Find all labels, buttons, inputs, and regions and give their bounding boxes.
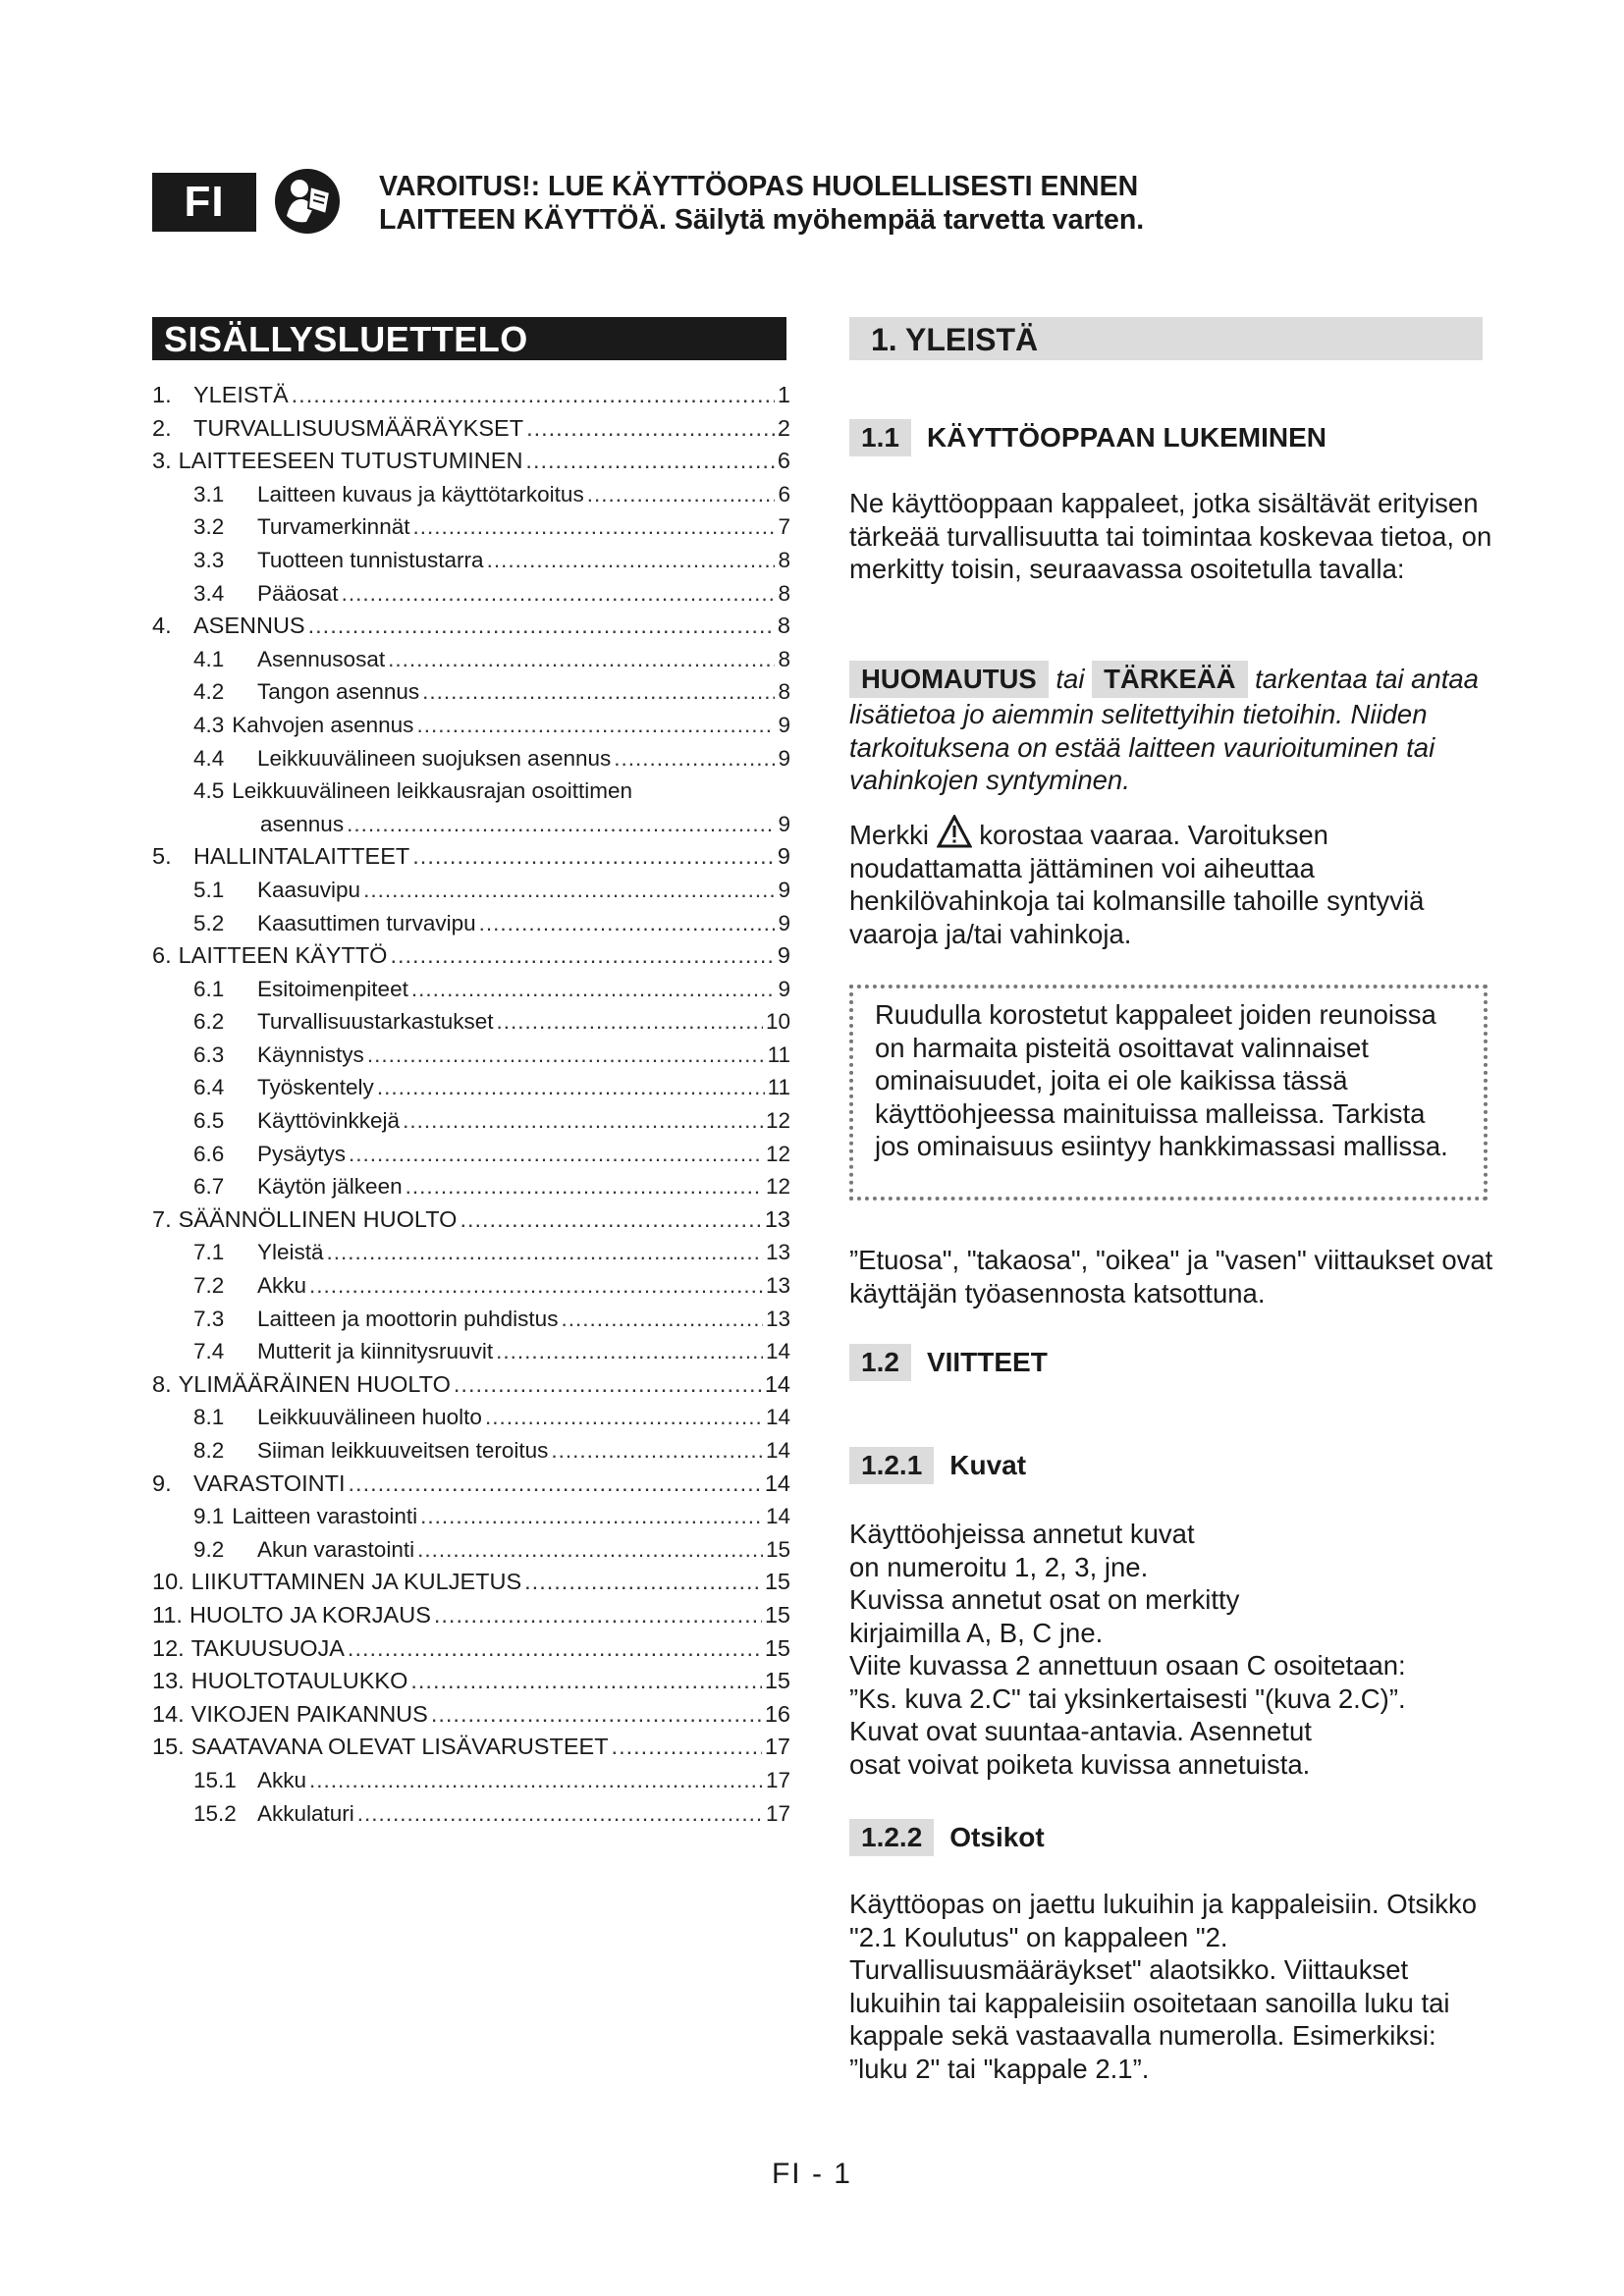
toc-entry-page: 12 <box>765 1174 790 1200</box>
toc-entry-label: LIIKUTTAMINEN JA KULJETUS <box>190 1569 522 1595</box>
toc-entry-label: Mutterit ja kiinnitysruuvit <box>257 1339 494 1364</box>
toc-leader-dots <box>525 445 775 478</box>
toc-entry-number: 4. <box>152 613 172 639</box>
toc-entry <box>152 478 790 511</box>
toc-entry <box>152 510 790 544</box>
toc-entry-label: TURVALLISUUSMÄÄRÄYKSET <box>193 414 524 441</box>
toc-entry-number: 6.6 <box>193 1141 225 1166</box>
toc-entry <box>152 544 790 577</box>
toc-leader-dots <box>292 379 775 412</box>
toc-entry-number: 6.3 <box>193 1041 225 1067</box>
toc-entry-page: 15 <box>764 1634 790 1661</box>
toc-entry-page: 15 <box>764 1601 790 1628</box>
toc-entry <box>152 1731 790 1764</box>
subsection-number: 1.2.2 <box>849 1819 934 1856</box>
toc-entry-page: 14 <box>765 1339 790 1364</box>
toc-entry-number: 3.4 <box>193 580 225 606</box>
toc-entry-page: 16 <box>764 1700 790 1727</box>
toc-entry-page: 17 <box>764 1734 790 1760</box>
toc-leader-dots <box>417 1533 763 1567</box>
toc-leader-dots <box>612 1731 762 1764</box>
toc-leader-dots <box>420 1500 763 1533</box>
toc-leader-dots <box>479 907 776 940</box>
toc-entry-number: 15.2 <box>193 1800 237 1826</box>
toc-entry <box>152 675 790 709</box>
toc-entry <box>152 1566 790 1599</box>
toc-leader-dots <box>410 1665 762 1698</box>
subsection-number: 1.1 <box>849 419 911 456</box>
toc-entry-page: 6 <box>777 448 790 474</box>
toc-leader-dots <box>309 1764 763 1797</box>
toc-entry <box>152 1203 790 1237</box>
toc-entry-page: 14 <box>765 1405 790 1430</box>
toc-leader-dots <box>422 675 775 709</box>
toc-entry-number: 4.4 <box>193 745 225 771</box>
toc-leader-dots <box>526 412 775 446</box>
toc-entry-label: LAITTEEN KÄYTTÖ <box>178 942 388 969</box>
toc-entry <box>152 610 790 643</box>
figures-line: Kuvat ovat suuntaa-antavia. Asennetut <box>849 1716 1312 1746</box>
toc-entry-page: 15 <box>764 1569 790 1595</box>
toc-entry <box>152 874 790 907</box>
toc-list <box>152 379 790 1830</box>
toc-entry-label: Pääosat <box>257 580 339 606</box>
toc-entry-number: 7.3 <box>193 1306 225 1331</box>
toc-entry-page: 9 <box>778 811 790 836</box>
toc-entry-number: 4.3 <box>193 712 225 737</box>
toc-entry-number: 8.2 <box>193 1438 225 1463</box>
optional-features-box: Ruudulla korostetut kappaleet joiden reunoissa on harmaita pisteitä osoittavat valinnaiset ominaisuudet, joita ei ole kaikissa tässä käyttöohjeessa mainituissa malleissa. Tarkista jos ominaisuus esiintyy hankkimassasi mallissa. <box>849 985 1488 1201</box>
toc-entry-number: 6. <box>152 942 172 969</box>
toc-entry-number: 3. <box>152 448 172 474</box>
toc-entry-label: HUOLTOTAULUKKO <box>190 1668 408 1694</box>
note-tag-huomautus: HUOMAUTUS <box>849 661 1049 698</box>
toc-entry-label: asennus <box>260 811 345 836</box>
toc-leader-dots <box>388 643 775 676</box>
toc-leader-dots <box>377 1071 765 1104</box>
header-warning-line2: LAITTEEN KÄYTTÖÄ. Säilytä myöhempää tarvetta varten. <box>379 204 1145 236</box>
section-title: 1. YLEISTÄ <box>849 317 1483 360</box>
toc-entry-number: 3.1 <box>193 481 225 507</box>
toc-leader-dots <box>347 808 775 841</box>
toc-entry-label: Laitteen ja moottorin puhdistus <box>257 1306 559 1331</box>
toc-leader-dots <box>587 478 776 511</box>
subsection-title: Otsikot <box>949 1822 1045 1852</box>
toc-entry-page: 13 <box>764 1205 790 1232</box>
toc-leader-dots <box>406 1170 763 1203</box>
figures-line: osat voivat poiketa kuvissa annetuista. <box>849 1748 1311 1780</box>
toc-entry-page: 9 <box>777 942 790 969</box>
toc-entry-page: 9 <box>778 976 790 1001</box>
toc-entry-number: 2. <box>152 414 172 441</box>
toc-entry-label: YLEISTÄ <box>193 382 289 407</box>
toc-entry <box>152 1335 790 1368</box>
toc-entry-number: 6.1 <box>193 976 225 1001</box>
toc-entry-page: 12 <box>765 1108 790 1134</box>
subsection-title: KÄYTTÖOPPAAN LUKEMINEN <box>926 422 1326 453</box>
toc-entry-label: VARASTOINTI <box>193 1469 346 1496</box>
toc-leader-dots <box>349 1468 762 1501</box>
toc-leader-dots <box>614 742 775 775</box>
toc-entry-label: Käyttövinkkejä <box>257 1108 401 1134</box>
toc-entry-label: Käytön jälkeen <box>257 1174 403 1200</box>
subsection-1-1-heading <box>849 419 1326 456</box>
toc-entry-number: 4.2 <box>193 679 225 705</box>
toc-entry-number: 15.1 <box>193 1767 237 1792</box>
toc-entry-number: 8.1 <box>193 1405 225 1430</box>
toc-leader-dots <box>403 1104 763 1138</box>
toc-leader-dots <box>460 1203 761 1237</box>
toc-entry-label: Akku <box>257 1273 307 1299</box>
toc-entry-number: 5. <box>152 843 172 870</box>
subsection-title: Kuvat <box>949 1450 1027 1480</box>
toc-leader-dots <box>390 939 774 973</box>
toc-entry <box>152 1170 790 1203</box>
toc-entry-label: Turvamerkinnät <box>257 514 410 540</box>
toc-entry <box>152 1138 790 1171</box>
toc-entry <box>152 1797 790 1831</box>
toc-entry-label: Akku <box>257 1767 307 1792</box>
toc-entry-label: Leikkuuvälineen leikkausrajan osoittimen <box>232 778 633 804</box>
toc-entry <box>152 1434 790 1468</box>
toc-entry-page: 15 <box>765 1536 790 1562</box>
toc-entry-page: 7 <box>778 514 790 540</box>
toc-entry <box>152 1236 790 1269</box>
language-badge: FI <box>152 173 256 232</box>
toc-entry-number: 5.2 <box>193 910 225 935</box>
toc-entry-page: 11 <box>767 1041 790 1067</box>
toc-entry <box>152 774 790 808</box>
toc-leader-dots <box>561 1303 763 1336</box>
toc-entry-number: 5.1 <box>193 877 225 902</box>
toc-entry <box>152 445 790 478</box>
toc-entry-page: 13 <box>765 1240 790 1265</box>
toc-entry-number: 10. <box>152 1569 185 1595</box>
toc-leader-dots <box>348 1632 762 1666</box>
toc-leader-dots <box>411 973 776 1006</box>
headings-paragraph: Käyttöopas on jaettu lukuihin ja kappaleisiin. Otsikko "2.1 Koulutus" on kappaleen "2. Turvallisuusmääräykset" alaotsikko. Viittaukset lukuihin tai kappaleisiin osoitetaan sanoilla luku tai kappale sekä vastaavalla numerolla. Esimerkiksi: ”luku 2" tai "kappale 2.1”. <box>849 1889 1477 2084</box>
figures-line: ”Ks. kuva 2.C" tai yksinkertaisesti "(kuva 2.C)”. <box>849 1682 1406 1714</box>
toc-entry-number: 1. <box>152 382 172 407</box>
toc-entry <box>152 709 790 742</box>
toc-leader-dots <box>431 1698 762 1732</box>
toc-leader-dots <box>349 1138 763 1171</box>
toc-entry <box>152 379 790 412</box>
toc-entry-label: Leikkuuvälineen huolto <box>257 1405 482 1430</box>
toc-leader-dots <box>551 1434 763 1468</box>
toc-entry-page: 13 <box>765 1306 790 1331</box>
toc-entry-number: 9.1 <box>193 1504 225 1529</box>
toc-entry-page: 10 <box>765 1009 790 1035</box>
toc-entry <box>152 1071 790 1104</box>
toc-entry-page: 8 <box>778 646 790 671</box>
toc-entry-label: TAKUUSUOJA <box>190 1634 345 1661</box>
toc-entry-label: LAITTEESEEN TUTUSTUMINEN <box>178 448 523 474</box>
toc-entry <box>152 1764 790 1797</box>
toc-entry-number: 6.2 <box>193 1009 225 1035</box>
toc-entry <box>152 1632 790 1666</box>
toc-entry-label: Esitoimenpiteet <box>257 976 408 1001</box>
toc-entry-label: YLIMÄÄRÄINEN HUOLTO <box>178 1370 451 1397</box>
toc-leader-dots <box>454 1368 762 1402</box>
figures-line: Kuvissa annetut osat on merkitty <box>849 1584 1240 1615</box>
note-tag-tarkeaa: TÄRKEÄÄ <box>1092 661 1247 698</box>
toc-entry-page: 15 <box>764 1668 790 1694</box>
toc-entry <box>152 808 790 841</box>
toc-entry-label: Asennusosat <box>257 646 386 671</box>
toc-entry-page: 14 <box>764 1370 790 1397</box>
figures-line: kirjaimilla A, B, C jne. <box>849 1617 1104 1648</box>
toc-entry-number: 3.2 <box>193 514 225 540</box>
toc-entry <box>152 1368 790 1402</box>
toc-entry <box>152 907 790 940</box>
toc-entry <box>152 1039 790 1072</box>
toc-entry <box>152 1665 790 1698</box>
figures-line: Viite kuvassa 2 annettuun osaan C osoitetaan: <box>849 1650 1406 1681</box>
toc-leader-dots <box>487 544 776 577</box>
toc-entry-label: Kaasuvipu <box>257 877 361 902</box>
toc-entry <box>152 643 790 676</box>
toc-entry-page: 8 <box>778 547 790 572</box>
toc-entry <box>152 1599 790 1632</box>
toc-entry-label: Akun varastointi <box>257 1536 415 1562</box>
subsection-1-2-heading <box>849 1344 1048 1381</box>
toc-entry-number: 11. <box>152 1601 183 1628</box>
toc-entry-page: 6 <box>778 481 790 507</box>
toc-entry-label: Pysäytys <box>257 1141 347 1166</box>
toc-entry-number: 12. <box>152 1634 185 1661</box>
toc-entry-label: Akkulaturi <box>257 1800 354 1826</box>
figures-line: on numeroitu 1, 2, 3, jne. <box>849 1551 1149 1582</box>
toc-entry-label: Yleistä <box>257 1240 324 1265</box>
toc-entry <box>152 577 790 611</box>
toc-entry <box>152 1698 790 1732</box>
toc-entry-label: HALLINTALAITTEET <box>193 843 410 870</box>
toc-entry-page: 11 <box>767 1075 790 1100</box>
toc-entry-label: Turvallisuustarkastukset <box>257 1009 494 1035</box>
toc-entry <box>152 1303 790 1336</box>
toc-entry-number: 15. <box>152 1734 185 1760</box>
toc-entry-label: Laitteen varastointi <box>232 1504 418 1529</box>
toc-entry-page: 8 <box>777 613 790 639</box>
toc-entry-number: 9.2 <box>193 1536 225 1562</box>
toc-entry <box>152 1269 790 1303</box>
subsection-title: VIITTEET <box>926 1347 1048 1377</box>
header-warning <box>379 170 1263 237</box>
toc-entry-number: 4.1 <box>193 646 225 671</box>
figures-paragraph <box>849 1518 1497 1781</box>
toc-entry-label: Leikkuuvälineen suojuksen asennus <box>257 745 612 771</box>
toc-entry-page: 14 <box>765 1438 790 1463</box>
toc-entry-page: 9 <box>777 843 790 870</box>
toc-entry-number: 14. <box>152 1700 185 1727</box>
subsection-1-2-1-heading <box>849 1447 1026 1484</box>
toc-entry-number: 7.2 <box>193 1273 225 1299</box>
toc-entry-page: 14 <box>764 1469 790 1496</box>
toc-entry <box>152 1500 790 1533</box>
toc-entry-page: 17 <box>765 1767 790 1792</box>
toc-entry-page: 12 <box>765 1141 790 1166</box>
toc-entry-page: 17 <box>765 1800 790 1826</box>
header-warning-line1: VAROITUS!: LUE KÄYTTÖOPAS HUOLELLISESTI ENNEN <box>379 171 1139 202</box>
toc-entry <box>152 1005 790 1039</box>
page-number: FI - 1 <box>771 2158 852 2190</box>
read-manual-icon <box>273 167 342 236</box>
toc-leader-dots <box>485 1401 763 1434</box>
toc-entry-label: SAATAVANA OLEVAT LISÄVARUSTEET <box>190 1734 609 1760</box>
toc-entry-label: ASENNUS <box>193 613 305 639</box>
toc-entry-label: VIKOJEN PAIKANNUS <box>190 1700 428 1727</box>
toc-entry-label: Kaasuttimen turvavipu <box>257 910 476 935</box>
toc-entry-number: 6.5 <box>193 1108 225 1134</box>
toc-leader-dots <box>342 577 776 611</box>
toc-entry-page: 9 <box>778 877 790 902</box>
orientation-paragraph: ”Etuosa", "takaosa", "oikea" ja "vasen" viittaukset ovat käyttäjän työasennosta katsottuna. <box>849 1245 1493 1308</box>
toc-leader-dots <box>412 840 775 874</box>
toc-entry-number: 4.5 <box>193 778 225 804</box>
toc-entry-number: 7.4 <box>193 1339 225 1364</box>
toc-leader-dots <box>357 1797 763 1831</box>
toc-entry-page: 9 <box>778 910 790 935</box>
toc-entry-label: HUOLTO JA KORJAUS <box>189 1601 431 1628</box>
toc-entry-label: Tangon asennus <box>257 679 420 705</box>
toc-entry <box>152 1104 790 1138</box>
subsection-1-2-2-heading <box>849 1819 1045 1856</box>
toc-entry-label: Käynnistys <box>257 1041 364 1067</box>
toc-entry-number: 7.1 <box>193 1240 225 1265</box>
toc-entry-label: Kahvojen asennus <box>232 712 414 737</box>
toc-entry <box>152 973 790 1006</box>
toc-entry-number: 8. <box>152 1370 172 1397</box>
toc-entry <box>152 742 790 775</box>
toc-leader-dots <box>363 874 775 907</box>
warning-triangle-icon <box>937 815 972 848</box>
warning-post: korostaa vaaraa. Varoituksen noudattamatta jättäminen voi aiheuttaa henkilövahinkoja tai kolmansille tahoille syntyviä vaaroja ja/tai vahinkoja. <box>849 820 1425 949</box>
toc-entry <box>152 1533 790 1567</box>
toc-entry-page: 9 <box>778 745 790 771</box>
note-rest: tarkentaa tai antaa lisätietoa jo aiemmin selitettyihin tietoihin. Niiden tarkoituksena on estää laitteen vaurioituminen tai vahinkojen syntyminen. <box>849 664 1479 795</box>
toc-leader-dots <box>327 1236 763 1269</box>
toc-entry-number: 13. <box>152 1668 185 1694</box>
toc-leader-dots <box>434 1599 762 1632</box>
toc-entry-label: Laitteen kuvaus ja käyttötarkoitus <box>257 481 584 507</box>
subsection-number: 1.2.1 <box>849 1447 934 1484</box>
toc-entry-page: 13 <box>765 1273 790 1299</box>
subsection-number: 1.2 <box>849 1344 911 1381</box>
toc-leader-dots <box>308 610 775 643</box>
toc-leader-dots <box>367 1039 765 1072</box>
toc-leader-dots <box>497 1005 763 1039</box>
toc-title: SISÄLLYSLUETTELO <box>152 317 786 360</box>
toc-entry-page: 1 <box>777 382 790 407</box>
toc-entry-page: 8 <box>778 679 790 705</box>
note-or: tai <box>1056 664 1085 694</box>
toc-entry-page: 8 <box>778 580 790 606</box>
toc-entry <box>152 412 790 446</box>
toc-entry-label: Siiman leikkuuveitsen teroitus <box>257 1438 549 1463</box>
toc-leader-dots <box>416 709 775 742</box>
toc-entry-number: 7. <box>152 1205 172 1232</box>
toc-entry <box>152 939 790 973</box>
toc-entry <box>152 840 790 874</box>
toc-entry <box>152 1468 790 1501</box>
toc-leader-dots <box>524 1566 762 1599</box>
toc-entry-page: 14 <box>765 1504 790 1529</box>
toc-entry-page: 2 <box>777 414 790 441</box>
toc-entry-number: 6.7 <box>193 1174 225 1200</box>
toc-entry <box>152 1401 790 1434</box>
toc-entry-number: 9. <box>152 1469 172 1496</box>
toc-entry-label: Työskentely <box>257 1075 374 1100</box>
note-paragraph <box>849 661 1497 797</box>
toc-entry-number: 6.4 <box>193 1075 225 1100</box>
toc-leader-dots <box>496 1335 763 1368</box>
toc-entry-page: 9 <box>778 712 790 737</box>
intro-paragraph: Ne käyttöoppaan kappaleet, jotka sisältävät erityisen tärkeää turvallisuutta tai toimintaa koskevaa tietoa, on merkitty toisin, seuraavassa osoitetulla tavalla: <box>849 488 1492 584</box>
toc-entry-number: 3.3 <box>193 547 225 572</box>
toc-leader-dots <box>412 510 775 544</box>
toc-leader-dots <box>309 1269 763 1303</box>
toc-entry-label: SÄÄNNÖLLINEN HUOLTO <box>178 1205 458 1232</box>
warning-paragraph <box>849 815 1497 950</box>
toc-entry-label: Tuotteen tunnistustarra <box>257 547 484 572</box>
figures-line: Käyttöohjeissa annetut kuvat <box>849 1519 1195 1549</box>
warning-pre: Merkki <box>849 820 929 850</box>
